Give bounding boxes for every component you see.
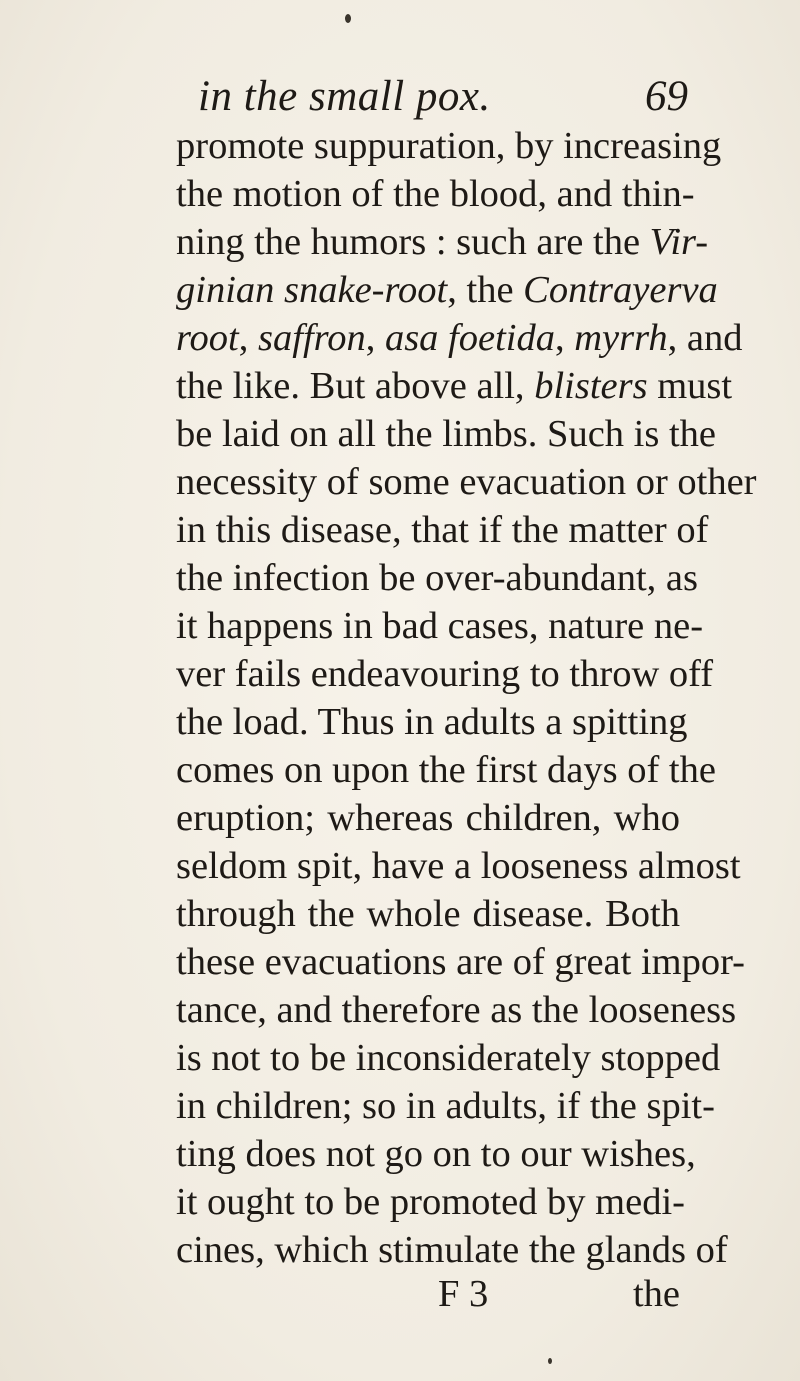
- text-run: ning the humors : such are the: [176, 221, 650, 263]
- italic-text-run: saffron: [258, 317, 366, 359]
- text-run: the infection be over-abundant, as: [176, 557, 698, 599]
- text-run: cines, which stimulate the glands of: [176, 1229, 728, 1271]
- text-line: [176, 1034, 721, 1082]
- text-line: [176, 218, 709, 266]
- page-header: [198, 72, 688, 128]
- text-run: comes on upon the first days of the: [176, 749, 716, 791]
- text-line: [176, 1130, 696, 1178]
- text-line: [176, 986, 737, 1034]
- italic-text-run: ginian snake-root: [176, 269, 448, 311]
- text-line: [176, 362, 733, 410]
- text-line: [176, 314, 743, 362]
- text-run: tance, and therefore as the looseness: [176, 989, 737, 1031]
- text-run: the motion of the blood, and thin-: [176, 173, 695, 215]
- text-run: through the whole disease. Both: [176, 893, 680, 935]
- italic-text-run: myrrh: [574, 317, 668, 359]
- text-run: in this disease, that if the matter of: [176, 509, 709, 551]
- italic-text-run: root: [176, 317, 239, 359]
- text-line: [176, 650, 714, 698]
- text-run: eruption; whereas children, who: [176, 797, 680, 839]
- text-line: [176, 458, 757, 506]
- text-run: is not to be inconsiderately stopped: [176, 1037, 721, 1079]
- text-line: [176, 842, 741, 890]
- text-run: the like. But above all,: [176, 365, 535, 407]
- text-line: [176, 554, 698, 602]
- text-line: [176, 698, 688, 746]
- text-line: [176, 506, 709, 554]
- text-line: [176, 1178, 685, 1226]
- text-run: it ought to be promoted by medi-: [176, 1181, 685, 1223]
- text-line: [176, 794, 680, 842]
- text-run: ,: [555, 317, 575, 359]
- text-run: promote suppuration, by increasing: [176, 125, 722, 167]
- text-line: [176, 266, 718, 314]
- text-line: [176, 1082, 715, 1130]
- text-line: [176, 170, 695, 218]
- text-run: ting does not go on to our wishes,: [176, 1133, 696, 1175]
- signature-mark: F 3: [438, 1273, 489, 1315]
- italic-text-run: asa foetida: [384, 317, 555, 359]
- text-run: ,: [365, 317, 385, 359]
- text-run: the load. Thus in adults a spitting: [176, 701, 688, 743]
- text-run: in children; so in adults, if the spit-: [176, 1085, 715, 1127]
- text-run: seldom spit, have a looseness almost: [176, 845, 741, 887]
- text-run: ver fails endeavouring to throw off: [176, 653, 714, 695]
- catchword: the: [632, 1273, 680, 1315]
- page-footer: [176, 1272, 680, 1320]
- ink-speck: [548, 1358, 552, 1364]
- text-run: , and: [667, 317, 743, 359]
- text-run: necessity of some evacuation or other: [176, 461, 757, 503]
- running-title: in the small pox.: [198, 73, 491, 120]
- text-line: [176, 746, 716, 794]
- text-run: , the: [447, 269, 524, 311]
- text-line: [176, 938, 745, 986]
- text-run: be laid on all the limbs. Such is the: [176, 413, 716, 455]
- text-line: [176, 410, 716, 458]
- text-run: these evacuations are of great impor-: [176, 941, 745, 983]
- italic-text-run: Contrayerva: [523, 269, 718, 311]
- text-run: it happens in bad cases, nature ne-: [176, 605, 704, 647]
- text-line: [176, 602, 704, 650]
- page-number: 69: [645, 73, 688, 120]
- ink-speck: [345, 14, 351, 23]
- text-run: must: [647, 365, 733, 407]
- text-line: [176, 1226, 728, 1274]
- text-run: ,: [238, 317, 259, 359]
- italic-text-run: blisters: [534, 365, 648, 407]
- italic-text-run: Vir-: [649, 221, 709, 263]
- text-line: [176, 890, 680, 938]
- text-line: [176, 122, 722, 170]
